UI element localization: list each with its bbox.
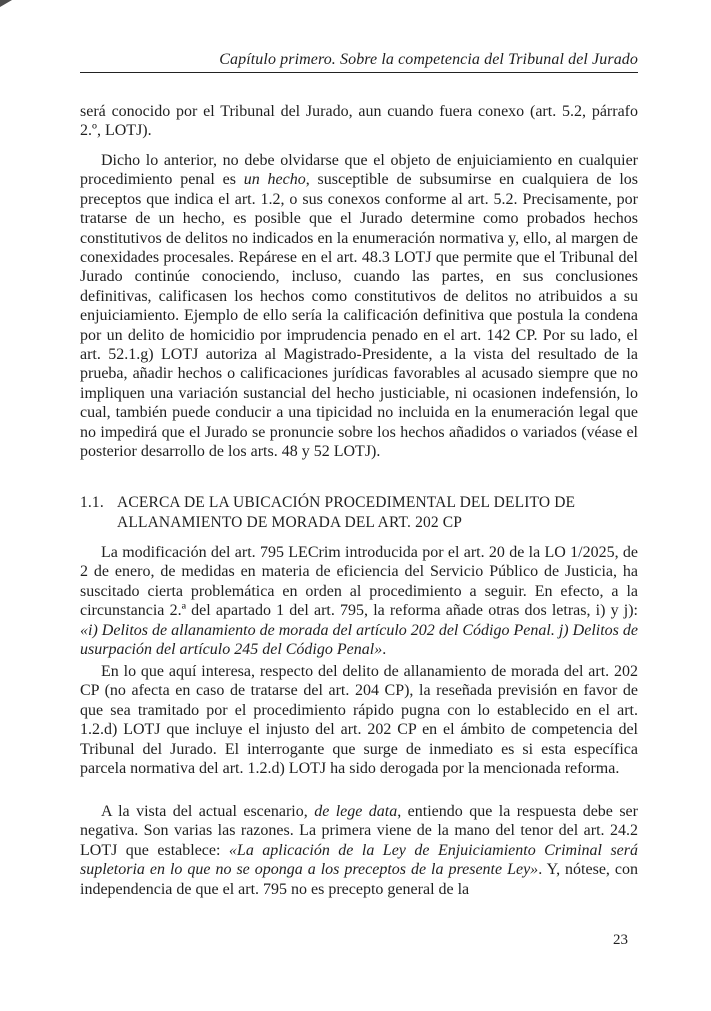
header-rule (80, 72, 638, 73)
chapter-header-title: Capítulo primero. Sobre la competencia del Tribunal del Jurado (219, 51, 638, 68)
text-run: será conocido por el Tribunal del Jurado, aun cuando fuera conexo (art. 5.2, párrafo 2.º, LOTJ). (80, 103, 638, 140)
text-run: A la vista del actual escenario, (101, 803, 315, 820)
text-run: Dicho lo anterior, no debe olvidarse que el objeto de enjuiciamiento en cualquier procedimiento penal es (80, 152, 638, 189)
page-footer (80, 931, 628, 949)
section-title: ACERCA DE LA UBICACIÓN PROCEDIMENTAL DEL DELITO DE ALLANAMIENTO DE MORADA DEL ART. 202 CP (117, 494, 576, 531)
text-run: La modificación del art. 795 LECrim introducida por el art. 20 de la LO 1/2025, de 2 de enero, de medidas en materia de eficiencia del Servicio Público de Justicia, ha suscitado cierta problemática en orden al procedimiento a seguir. En efecto, a la circunstancia 2.ª del apartado 1 del art. 795, la reforma añade otras dos letras, i) y j): (80, 544, 638, 620)
section-number: 1.1. (80, 494, 104, 511)
text-run: . Y, nótese, con independencia de que el art. 795 no es precepto general de la (80, 861, 639, 898)
page-number: 23 (613, 932, 628, 948)
paragraph (80, 151, 638, 462)
paragraph (80, 662, 638, 778)
text-run: . (382, 641, 387, 659)
running-header (80, 50, 638, 73)
section-heading (80, 493, 638, 533)
italic-text-run: «La aplicación de la Ley de Enjuiciamiento Criminal será supletoria en lo que no se oponga a los preceptos de la presente Ley» (80, 841, 638, 879)
italic-text-run: un hecho (243, 171, 306, 189)
scan-corner-artifact (0, 0, 12, 7)
text-run: En lo que aquí interesa, respecto del delito de allanamiento de morada del art. 202 CP (no afecta en caso de tratarse del art. 204 CP), la reseñada previsión en favor de que sea tramitado por el procedimiento rápido pugna con lo establecido en el art. 1.2.d) LOTJ que incluye el injusto del art. 202 CP en el ámbito de competencia del Tribunal del Jurado. El interrogante que surge de inmediato es si esta específica parcela normativa del art. 1.2.d) LOTJ ha sido derogada por la mencionada reforma. (80, 663, 638, 778)
paragraph (80, 802, 638, 899)
text-run: , susceptible de subsumirse en cualquiera de los preceptos que indica el art. 1.2, o sus conexos conforme al art. 5.2. Precisamente, por tratarse de un hecho, es posible que el Jurado determine como probados hechos constitutivos de delitos no indicados en la enumeración normativa y, ello, al margen de conexidades procesales. Repárese en el art. 48.3 LOTJ que permite que el Tribunal del Jurado continúe conociendo, incluso, cuando las partes, en sus conclusiones definitivas, calificasen los hechos como constitutivos de delitos no atribuidos a su enjuiciamiento. Ejemplo de ello sería la calificación definitiva que postula la condena por un delito de homicidio por imprudencia penado en el art. 142 CP. Por su lado, el art. 52.1.g) LOTJ autoriza al Magistrado-Presidente, a la vista del resultado de la prueba, añadir hechos o calificaciones jurídicas favorables al acusado siempre que no impliquen una variación sustancial del hecho justiciable, ni ocasionen indefensión, lo cual, también puede conducir a una tipicidad no incluida en la enumeración legal que no impedirá que el Jurado se pronuncie sobre los hechos añadidos o variados (véase el posterior desarrollo de los arts. 48 y 52 LOTJ). (80, 171, 638, 461)
italic-text-run: «i) Delitos de allanamiento de morada del artículo 202 del Código Penal. j) Delitos de usurpación del artículo 245 del Código Penal» (80, 621, 638, 659)
paragraph (80, 102, 638, 141)
text-run: , entiendo que la respuesta debe ser negativa. Son varias las razones. La primera viene de la mano del tenor del art. 24.2 LOTJ que establece: (80, 803, 638, 859)
paragraph (80, 543, 638, 659)
italic-text-run: de lege data (314, 803, 398, 820)
